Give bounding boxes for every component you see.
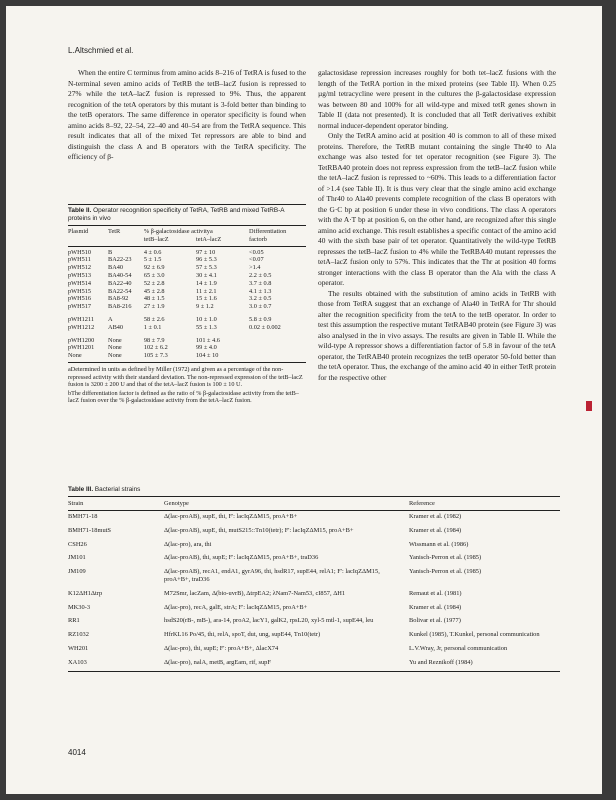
cell-tetr: BA40-54	[108, 271, 132, 279]
table-iii-label: Table III.	[68, 486, 94, 493]
col-sub-a: tetA–lacZ	[196, 236, 249, 246]
cell-a: 30 ± 4.1	[196, 271, 217, 279]
cell-tetr: BA22-40	[108, 279, 132, 287]
cell-plasmid: pWH516	[68, 295, 92, 303]
cell-strain: RZ1032	[68, 631, 89, 639]
cell-b: 105 ± 7.3	[144, 352, 196, 362]
table-ii-label: Table II.	[68, 207, 92, 214]
cell-genotype: Δ(lac-pro), nalA, metB, argEam, rif, supF	[164, 657, 409, 671]
table-row	[68, 657, 560, 671]
cell-b: 58 ± 2.6	[143, 315, 165, 323]
cell-a: 101 ± 4.6	[196, 336, 220, 344]
page-number: 4014	[68, 748, 86, 757]
cell-f: 3.2 ± 0.5	[249, 295, 272, 303]
cell-b: 65 ± 3.0	[143, 271, 165, 279]
right-paragraph-1: galactosidase repression increases roughly for both tet–lacZ fusions with the length of the TetRA portion in the mixed proteins (see Table II). When 0.25 µg/ml tetracycline were present in the cultures the β-galactosidase expression was between 80 and 100% for all wild-type and mixed tetR genes shown in Table II (data not presented). It is concluded that all TetR derivatives exhibit normal inducer-dependent operator binding.	[318, 68, 556, 130]
cell-tetr: BA22-54	[108, 287, 132, 295]
cell-reference: Yanisch-Perron et al. (1985)	[409, 568, 482, 576]
cell-strain: MK30-3	[68, 603, 91, 611]
cell-plasmid: pWH515	[68, 287, 92, 295]
cell-plasmid: pWH1212	[68, 323, 95, 331]
cell-f: >1.4	[249, 264, 261, 272]
cell-f: <0.07	[249, 256, 264, 264]
table-row	[68, 566, 560, 588]
cell-tetr: BA8-216	[108, 303, 132, 311]
cell-reference: Wissmann et al. (1986)	[409, 540, 469, 548]
table-row	[68, 295, 306, 303]
cell-genotype: HfrKL16 Po/45, thi, relA, spoT, dut, ung, supE44, Tn10(tetr)	[164, 631, 321, 639]
right-column	[318, 68, 556, 383]
cell-a: 15 ± 1.6	[196, 295, 217, 303]
table-row	[68, 615, 560, 629]
cell-reference: Bolivar et al. (1977)	[409, 617, 461, 625]
cell-b: 102 ± 6.2	[143, 344, 168, 352]
journal-page	[6, 6, 602, 794]
cell-f	[249, 332, 306, 345]
cell-f	[249, 352, 306, 362]
cell-b: 27 ± 1.9	[143, 303, 165, 311]
running-head: L.Altschmied et al.	[68, 46, 134, 55]
cell-a: 9 ± 1.2	[196, 303, 214, 311]
cell-plasmid: pWH517	[68, 303, 92, 311]
cell-f: <0.05	[249, 248, 264, 256]
cell-genotype: Δ(lac-pro), thi, supE; F': proA+B+, ΔlacX74	[164, 644, 279, 652]
left-column	[68, 68, 306, 163]
table-row	[68, 332, 306, 345]
cell-strain: WH201	[68, 644, 89, 652]
table-row	[68, 288, 306, 296]
footnote-a: aDetermined in units as defined by Miller (1972) and given as a percentage of the non-repressed activity with their standard deviation. The non-repressed expression of the tetB–lacZ fusion is 3200 ± 200 U and that of the tetA–lacZ fusion is 100 ± 10 U.	[68, 365, 303, 389]
col-tetr: TetR	[108, 226, 144, 236]
cell-plasmid: pWH512	[68, 264, 92, 272]
cell-strain: BMH71-18	[68, 513, 98, 520]
cell-a: 57 ± 5.3	[196, 264, 217, 272]
table-ii-caption	[68, 204, 306, 225]
table-row	[68, 324, 306, 332]
cell-b: 5 ± 1.5	[143, 256, 162, 264]
col-genotype: Genotype	[164, 497, 409, 511]
cell-tetr: None	[108, 344, 122, 352]
table-row	[68, 352, 306, 362]
cell-strain: XA103	[68, 657, 164, 671]
cell-a: 10 ± 1.0	[196, 315, 217, 323]
table-row	[68, 525, 560, 539]
col-plasmid: Plasmid	[68, 226, 108, 236]
table-row	[68, 511, 560, 525]
footnote-b: bThe differentiation factor is defined as the ratio of % β-galactosidase activity from the tetB–lacZ fusion over the % β-galactosidase activity from the tetA–lacZ fusion.	[68, 389, 299, 405]
cell-tetr: B	[108, 248, 113, 256]
cell-genotype: Δ(lac-proAB), recA1, endA1, gyrA96, thi, hsdR17, supE44, relA1; F': lacIqZΔM15, proA+B+, traD36	[164, 568, 380, 583]
table-row	[68, 264, 306, 272]
cell-reference: Yanisch-Perron et al. (1985)	[409, 554, 482, 562]
table-iii-title: Bacterial strains	[94, 486, 141, 493]
cell-f: 2.2 ± 0.5	[249, 271, 272, 279]
table-row	[68, 256, 306, 264]
cell-plasmid: pWH514	[68, 279, 92, 287]
cell-reference: Kramer et al. (1984)	[409, 526, 462, 534]
cell-tetr: A	[108, 315, 113, 323]
table-ii	[68, 204, 306, 406]
cell-f: 4.1 ± 1.3	[249, 287, 272, 295]
cell-plasmid: pWH511	[68, 256, 91, 264]
cell-plasmid: None	[68, 352, 108, 362]
cell-f: 3.0 ± 0.7	[249, 303, 272, 311]
col-strain: Strain	[68, 497, 164, 511]
col-sub-b: tetB–lacZ	[144, 236, 196, 246]
cell-reference: L.V.Wray, Jr, personal communication	[409, 644, 508, 652]
cell-tetr: BA40	[108, 264, 124, 272]
cell-strain: RR1	[68, 617, 80, 625]
scan-edge-tab	[586, 401, 592, 411]
cell-f: 3.7 ± 0.8	[249, 279, 272, 287]
table-row	[68, 643, 560, 657]
cell-b: 52 ± 2.8	[143, 279, 165, 287]
cell-genotype: Δ(lac-proAB), supE, thi, mutS215::Tn10(tetr); F': lacIqZΔM15, proA+B+	[164, 526, 354, 534]
cell-reference: Kunkel (1985), T.Kunkel, personal communication	[409, 631, 540, 639]
cell-strain: K12ΔH1Δtrp	[68, 589, 103, 597]
col-diff2: factorb	[249, 236, 306, 246]
cell-genotype: hsdS20(rB-, mB-), ara-14, proA2, lacY1, galK2, rpsL20, xyl-5 mtl-1, supE44, leu	[164, 617, 374, 625]
table-row	[68, 311, 306, 324]
cell-reference: Yu and Reznikoff (1984)	[409, 657, 560, 671]
cell-plasmid: pWH1200	[68, 336, 95, 344]
table-row	[68, 602, 560, 616]
right-paragraph-2: Only the TetRA amino acid at position 40 is common to all of these mixed proteins. Therefore, the TetRB mutant containing the single Thr40 to Ala exchange was also tested for tet operator recognition (see Figure 3). The TetRBA40 protein does not repress expression from the tetB–lacZ fusion while the tetA–lacZ fusion is repressed to ~60%. This leads to a differentiation factor of >1.4 (see Table II). It is thus very clear that the single amino acid exchange of Thr40 to Ala40 prevents complete recognition of the class B operators with the G·C bp at position 6 under these in vivo conditions. The class A operators with the A·T bp at position 6, on the other hand, are recognized after this single amino acid exchange. This result establishes a specific contact of the amino acid 40 with the sixth base pair of tet operator. Quantitatively the wild-type TetRB represses the tetB–lacZ fusion to 4% while the TetRBA40 mutant represses the tetA–lacZ fusion only to 57%. This indicates that the Thr at position 40 forms stronger interactions with the class B operator than the Ala with the class A operator.	[318, 131, 556, 287]
cell-genotype: Δ(lac-pro), recA, galE, strA; F': lacIqZΔM15, proA+B+	[164, 603, 308, 611]
cell-b: 45 ± 2.8	[143, 287, 165, 295]
cell-genotype: Δ(lac-pro), ara, thi	[164, 540, 212, 548]
table-row	[68, 280, 306, 288]
table-row	[68, 539, 560, 553]
cell-a: 104 ± 10	[196, 352, 249, 362]
table-row	[68, 629, 560, 643]
col-reference: Reference	[409, 497, 560, 511]
cell-strain: BMH71-18mutS	[68, 526, 111, 534]
table-ii-footnotes	[68, 366, 306, 405]
table-iii	[68, 484, 560, 672]
cell-a: 55 ± 1.3	[196, 323, 217, 331]
cell-tetr: BA8-92	[108, 295, 129, 303]
cell-tetr: BA22-23	[108, 256, 132, 264]
cell-reference: Kramer et al. (1984)	[409, 603, 462, 611]
cell-plasmid: pWH513	[68, 271, 92, 279]
table-row	[68, 588, 560, 602]
cell-a: 96 ± 5.3	[196, 256, 217, 264]
col-activity: % β-galactosidase activitya	[144, 226, 249, 236]
table-iii-caption	[68, 484, 560, 496]
cell-strain: JM101	[68, 554, 86, 562]
cell-strain: CSH26	[68, 540, 87, 548]
cell-f: 0.02 ± 0.002	[249, 323, 281, 331]
left-paragraph: When the entire C terminus from amino acids 8–216 of TetRA is fused to the N-terminal seven amino acids of TetRB the tetB–lacZ fusion is repressed to 27% while the tetA–lacZ fusion is repressed to 9%. Thus, the apparent recognition of the tetA operators by this mutant is 3-fold better than binding to the tetB operators. The same difference in operator specificity is found when amino acids 8–92, 22–54, 22–40 and 40–54 are from the TetRA sequence. This result indicates that all of the mixed Tet repressors are able to bind and distinguish the class A and B operators with the TetRA specificity. The efficiency of β-	[68, 68, 306, 161]
table-row	[68, 344, 306, 352]
cell-reference: Remaut et al. (1981)	[409, 589, 462, 597]
table-iii-grid	[68, 496, 560, 672]
cell-b: 98 ± 7.9	[143, 336, 165, 344]
cell-a: 97 ± 10	[196, 248, 216, 256]
cell-tetr: None	[108, 352, 144, 362]
cell-b: 92 ± 6.9	[143, 264, 165, 272]
table-ii-grid	[68, 225, 306, 363]
cell-reference: Kramer et al. (1982)	[409, 513, 462, 520]
cell-genotype: Δ(lac-proAB), thi, supE; F': lacIqZΔM15, proA+B+, traD36	[164, 554, 319, 562]
table-row	[68, 303, 306, 311]
table-row	[68, 246, 306, 256]
cell-plasmid: pWH510	[68, 248, 92, 256]
table-iii-body	[68, 511, 560, 672]
cell-b: 4 ± 0.6	[143, 248, 162, 256]
cell-plasmid: pWH1211	[68, 315, 94, 323]
table-row	[68, 552, 560, 566]
cell-genotype: Δ(lac-proAB), supE, thi, F': lacIqZΔM15, proA+B+	[164, 513, 298, 520]
cell-f	[249, 344, 306, 352]
cell-a: 14 ± 1.9	[196, 279, 217, 287]
cell-a: 11 ± 2.1	[196, 287, 217, 295]
cell-plasmid: pWH1201	[68, 344, 95, 352]
cell-a: 99 ± 4.0	[196, 344, 217, 352]
table-row	[68, 272, 306, 280]
cell-tetr: None	[108, 336, 122, 344]
cell-b: 48 ± 1.5	[143, 295, 165, 303]
cell-tetr: AB40	[108, 323, 124, 331]
table-ii-body	[68, 246, 306, 362]
cell-strain: JM109	[68, 568, 86, 576]
cell-f: 5.8 ± 0.9	[249, 315, 272, 323]
col-diff: Differentiation	[249, 226, 306, 236]
table-ii-title: Operator recognition specificity of TetRA, TetRB and mixed TetRB-A proteins in vivo	[68, 207, 285, 222]
cell-genotype: M72Smr, lacZam, Δ(bio-uvrB), ΔtrpEA2; λNam7-Nam53, cI857, ΔH1	[164, 589, 346, 597]
cell-b: 1 ± 0.1	[143, 323, 162, 331]
right-paragraph-3: The results obtained with the substitution of amino acids in TetRB with those from TetRA suggest that an exchange of Ala40 in TetRA for Thr should alter the recognition specificity from the tetA to the tetB operator. In order to test this assumption the respective mutant TetRAB40 protein (see Figure 3) was also analysed in the in vivo assays. The results are given in Table II. While the wild-type A repressor shows a differentiation factor of 5.8 in favour of the tetA operator, the TetRAB40 protein recognizes the tetB operator 50-fold better than the tetA operator. Thus, the exchange of the amino acid 40 in either TetR protein for the respective other	[318, 288, 556, 382]
